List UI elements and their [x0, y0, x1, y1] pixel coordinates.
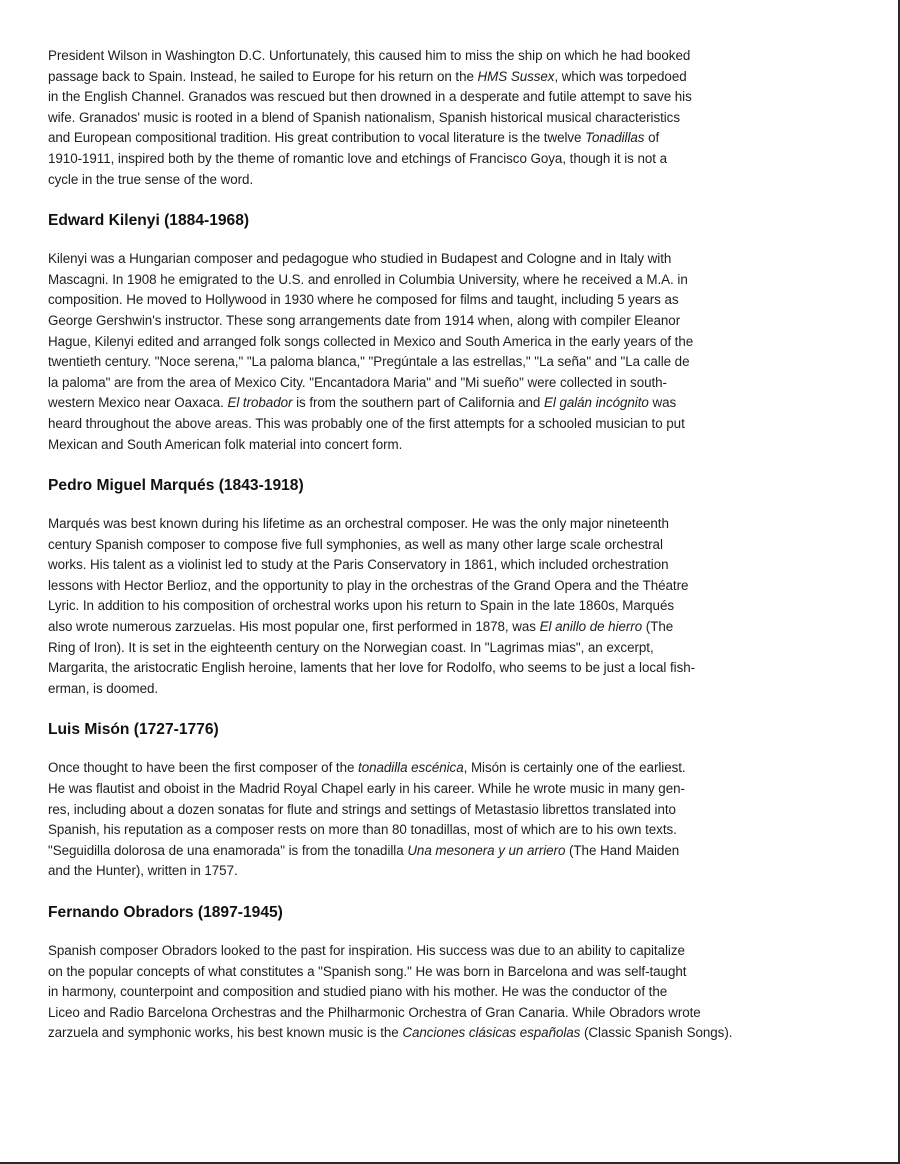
text-line — [48, 779, 838, 800]
biography-section — [48, 476, 838, 699]
section-heading: Luis Misón (1727-1776) — [48, 721, 219, 739]
text-segment: "Seguidilla dolorosa de una enamorada" is from the tonadilla — [48, 842, 408, 858]
document-page — [48, 46, 838, 1044]
text-line — [48, 758, 838, 779]
text-segment: and the Hunter), written in 1757. — [48, 863, 238, 879]
text-segment: (The — [642, 619, 674, 635]
text-segment: of — [644, 130, 660, 146]
text-segment: 1910-1911, inspired both by the theme of romantic love and etchings of Francisco Goya, though it is not a — [48, 150, 668, 166]
text-segment: and European compositional tradition. His great contribution to vocal literature is the twelve — [48, 130, 586, 146]
text-line — [48, 311, 838, 332]
section-heading: Pedro Miguel Marqués (1843-1918) — [48, 477, 304, 495]
text-line — [48, 800, 838, 821]
text-line — [48, 332, 838, 353]
text-line — [48, 46, 838, 67]
text-line — [48, 373, 838, 394]
text-line — [48, 270, 838, 291]
italic-title: El anillo de hierro — [539, 619, 643, 635]
text-line — [48, 67, 838, 88]
text-segment: (Classic Spanish Songs). — [580, 1025, 733, 1041]
italic-title: tonadilla escénica — [358, 760, 464, 776]
text-segment: Once thought to have been the first composer of the — [48, 760, 359, 776]
italic-title: Una mesonera y un arriero — [407, 842, 566, 858]
text-line — [48, 108, 838, 129]
text-segment: Mexican and South American folk material into concert form. — [48, 436, 403, 452]
text-segment: Ring of Iron). It is set in the eighteenth century on the Norwegian coast. In "Lagrimas mias", an excerpt, — [48, 639, 654, 655]
text-segment: Spanish composer Obradors looked to the past for inspiration. His success was due to an ability to capitalize — [48, 943, 685, 958]
text-line — [48, 1003, 838, 1024]
text-line — [48, 149, 838, 170]
text-segment: composition. He moved to Hollywood in 1930 where he composed for films and taught, including 5 years as — [48, 292, 679, 308]
text-line — [48, 596, 838, 617]
text-line — [48, 535, 838, 556]
text-line — [48, 435, 838, 456]
text-segment: western Mexico near Oaxaca. — [48, 395, 228, 411]
text-line — [48, 514, 838, 535]
section-paragraph — [48, 514, 838, 699]
text-line — [48, 249, 838, 270]
text-line — [48, 352, 838, 373]
text-line — [48, 555, 838, 576]
biography-section — [48, 720, 838, 882]
italic-title: Canciones clásicas españolas — [402, 1025, 581, 1041]
text-line — [48, 290, 838, 311]
biography-section — [48, 211, 838, 455]
text-segment: also wrote numerous zarzuelas. His most popular one, first performed in 1878, was — [48, 619, 540, 635]
text-segment: lessons with Hector Berlioz, and the opportunity to play in the orchestras of the Grand Opera and the Théatre — [48, 577, 689, 593]
text-line — [48, 393, 838, 414]
text-segment: cycle in the true sense of the word. — [48, 171, 254, 187]
text-segment: in the English Channel. Granados was rescued but then drowned in a desperate and futile attempt to save his — [48, 89, 692, 105]
text-segment: wife. Granados' music is rooted in a blend of Spanish nationalism, Spanish historical musical characteristics — [48, 109, 680, 125]
italic-title: El galán incógnito — [543, 395, 649, 411]
text-segment: , which was torpedoed — [554, 68, 687, 84]
text-line — [48, 679, 838, 700]
biography-section — [48, 903, 838, 1044]
section-heading: Fernando Obradors (1897-1945) — [48, 904, 283, 921]
text-segment: Margarita, the aristocratic English heroine, laments that her love for Rodolfo, who seems to be just a local fish- — [48, 660, 696, 676]
section-paragraph — [48, 758, 838, 882]
text-line — [48, 861, 838, 882]
text-segment: , Misón is certainly one of the earliest. — [463, 760, 686, 776]
section-paragraph — [48, 249, 838, 455]
text-line — [48, 941, 838, 962]
text-segment: Spanish, his reputation as a composer rests on more than 80 tonadillas, most of which are to his own texts. — [48, 822, 677, 838]
text-line — [48, 638, 838, 659]
text-segment: George Gershwin's instructor. These song arrangements date from 1914 when, along with compiler Eleanor — [48, 312, 681, 328]
text-line — [48, 820, 838, 841]
italic-title: HMS Sussex — [477, 68, 555, 84]
text-segment: la paloma" are from the area of Mexico City. "Encantadora Maria" and "Mi sueño" were collected in south- — [48, 374, 667, 390]
text-line — [48, 576, 838, 597]
text-line — [48, 128, 838, 149]
text-segment: He was flautist and oboist in the Madrid Royal Chapel early in his career. While he wrote music in many gen- — [48, 781, 685, 797]
section-heading: Edward Kilenyi (1884-1968) — [48, 212, 250, 230]
intro-paragraph — [48, 46, 838, 190]
text-segment: passage back to Spain. Instead, he sailed to Europe for his return on the — [48, 68, 478, 84]
text-line — [48, 841, 838, 862]
italic-title: El trobador — [227, 395, 293, 411]
text-line — [48, 170, 838, 191]
text-segment: Lyric. In addition to his composition of orchestral works upon his return to Spain in the late 1860s, Marqués — [48, 598, 674, 614]
text-segment: Mascagni. In 1908 he emigrated to the U.S. and enrolled in Columbia University, where he received a M.A. in — [48, 271, 688, 287]
text-segment: heard throughout the above areas. This was probably one of the first attempts for a schooled musician to put — [48, 415, 685, 431]
text-segment: in harmony, counterpoint and composition and studied piano with his mother. He was the conductor of the — [48, 984, 668, 1000]
text-segment: century Spanish composer to compose five full symphonies, as well as many other large scale orchestral — [48, 536, 663, 552]
text-line — [48, 414, 838, 435]
text-segment: Marqués was best known during his lifetime as an orchestral composer. He was the only major nineteenth — [48, 516, 669, 532]
text-segment: zarzuela and symphonic works, his best known music is the — [48, 1025, 403, 1041]
text-segment: on the popular concepts of what constitutes a "Spanish song." He was born in Barcelona and was self-taught — [48, 963, 687, 979]
text-segment: works. His talent as a violinist led to study at the Paris Conservatory in 1861, which included orchestration — [48, 557, 669, 573]
text-line — [48, 1023, 838, 1044]
text-line — [48, 982, 838, 1003]
text-line — [48, 962, 838, 983]
text-segment: is from the southern part of California and — [292, 395, 544, 411]
section-paragraph — [48, 941, 838, 1044]
text-segment: (The Hand Maiden — [565, 842, 680, 858]
text-segment: President Wilson in Washington D.C. Unfortunately, this caused him to miss the ship on which he had booked — [48, 48, 691, 63]
text-segment: Liceo and Radio Barcelona Orchestras and the Philharmonic Orchestra of Gran Canaria. While Obradors wrote — [48, 1004, 701, 1020]
biography-sections — [48, 211, 838, 1044]
text-segment: erman, is doomed. — [48, 680, 159, 696]
text-segment: was — [648, 395, 677, 411]
text-segment: res, including about a dozen sonatas for flute and strings and settings of Metastasio librettos translated into — [48, 801, 676, 817]
text-line — [48, 87, 838, 108]
text-segment: Hague, Kilenyi edited and arranged folk songs collected in Mexico and South America in the early years of the — [48, 333, 694, 349]
text-segment: Kilenyi was a Hungarian composer and pedagogue who studied in Budapest and Cologne and in Italy with — [48, 251, 672, 267]
text-segment: twentieth century. "Noce serena," "La paloma blanca," "Pregúntale a las estrellas," "La seña" and "La calle de — [48, 354, 690, 370]
italic-title: Tonadillas — [585, 130, 645, 146]
text-line — [48, 617, 838, 638]
text-line — [48, 658, 838, 679]
